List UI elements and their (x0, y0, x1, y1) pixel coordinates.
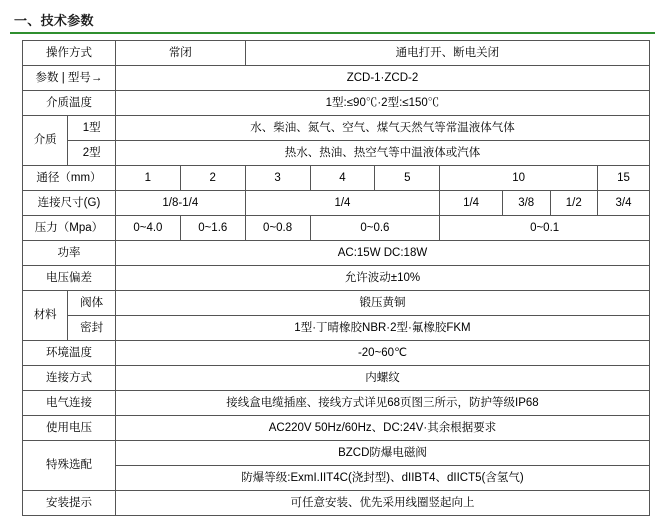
row-value: 3/8 (502, 191, 550, 216)
table-row (23, 116, 650, 141)
table-row (23, 41, 650, 66)
row-label: 介质温度 (23, 91, 116, 116)
row-value: 2 (180, 166, 245, 191)
row-value: BZCD防爆电磁阀 (115, 441, 649, 466)
row-label: 压力（Mpa） (23, 216, 116, 241)
table-row (23, 416, 650, 441)
table-row (23, 241, 650, 266)
group-label-material: 材料 (23, 291, 68, 341)
row-value: 3 (245, 166, 310, 191)
table-row (23, 216, 650, 241)
row-value: AC220V 50Hz/60Hz、DC:24V·其余根据要求 (115, 416, 649, 441)
table-row (23, 66, 650, 91)
sub-label: 1型 (68, 116, 116, 141)
row-label: 电压偏差 (23, 266, 116, 291)
row-value: 10 (440, 166, 598, 191)
page-title: 一、技术参数 (14, 13, 94, 28)
row-value: 防爆等级:ExmI.IIT4C(浇封型)、dIIBT4、dIICT5(含氢气) (115, 466, 649, 491)
row-label: 参数 | 型号→ (23, 66, 116, 91)
row-value: 可任意安装、优先采用线圈竖起向上 (115, 491, 649, 516)
sub-label: 阀体 (68, 291, 116, 316)
row-label: 连接方式 (23, 366, 116, 391)
table-row (23, 166, 650, 191)
row-label: 功率 (23, 241, 116, 266)
row-value: 常闭 (115, 41, 245, 66)
row-value: 0~0.6 (310, 216, 440, 241)
row-value: 5 (375, 166, 440, 191)
row-label: 连接尺寸(G) (23, 191, 116, 216)
row-value: 1/4 (440, 191, 503, 216)
row-value: 1/8-1/4 (115, 191, 245, 216)
row-value: 允许波动±10% (115, 266, 649, 291)
row-label: 特殊选配 (23, 441, 116, 491)
row-value: 1型·丁晴橡胶NBR·2型·氟橡胶FKM (115, 316, 649, 341)
table-row (23, 191, 650, 216)
table-row (23, 391, 650, 416)
row-value: 水、柴油、氮气、空气、煤气天然气等常温液体气体 (115, 116, 649, 141)
row-value: 0~1.6 (180, 216, 245, 241)
row-value: 0~0.8 (245, 216, 310, 241)
row-value: 内螺纹 (115, 366, 649, 391)
table-row (23, 316, 650, 341)
row-value: -20~60℃ (115, 341, 649, 366)
table-row (23, 341, 650, 366)
row-label: 电气连接 (23, 391, 116, 416)
row-value: ZCD-1·ZCD-2 (115, 66, 649, 91)
title-underline-rule (10, 32, 655, 34)
row-label: 操作方式 (23, 41, 116, 66)
table-row (23, 291, 650, 316)
sub-label: 密封 (68, 316, 116, 341)
row-value: 热水、热油、热空气等中温液体或汽体 (115, 141, 649, 166)
row-value: 1/2 (550, 191, 598, 216)
table-row (23, 266, 650, 291)
row-value: 4 (310, 166, 375, 191)
row-value: 15 (598, 166, 650, 191)
row-value: 0~0.1 (440, 216, 650, 241)
row-value: 1型:≤90℃·2型:≤150℃ (115, 91, 649, 116)
row-value: AC:15W DC:18W (115, 241, 649, 266)
row-value: 通电打开、断电关闭 (245, 41, 649, 66)
table-row (23, 141, 650, 166)
sub-label: 2型 (68, 141, 116, 166)
table-row (23, 466, 650, 491)
row-value: 1/4 (245, 191, 440, 216)
row-label: 通径（mm） (23, 166, 116, 191)
table-row (23, 441, 650, 466)
table-row (23, 491, 650, 516)
row-value: 接线盒电缆插座、接线方式详见68页图三所示，防护等级IP68 (115, 391, 649, 416)
row-label: 使用电压 (23, 416, 116, 441)
row-value: 锻压黄铜 (115, 291, 649, 316)
row-value: 1 (115, 166, 180, 191)
row-label: 安装提示 (23, 491, 116, 516)
technical-spec-table (22, 40, 650, 516)
table-row (23, 91, 650, 116)
table-row (23, 366, 650, 391)
row-value: 0~4.0 (115, 216, 180, 241)
row-label: 环境温度 (23, 341, 116, 366)
row-value: 3/4 (598, 191, 650, 216)
group-label-medium: 介质 (23, 116, 68, 166)
